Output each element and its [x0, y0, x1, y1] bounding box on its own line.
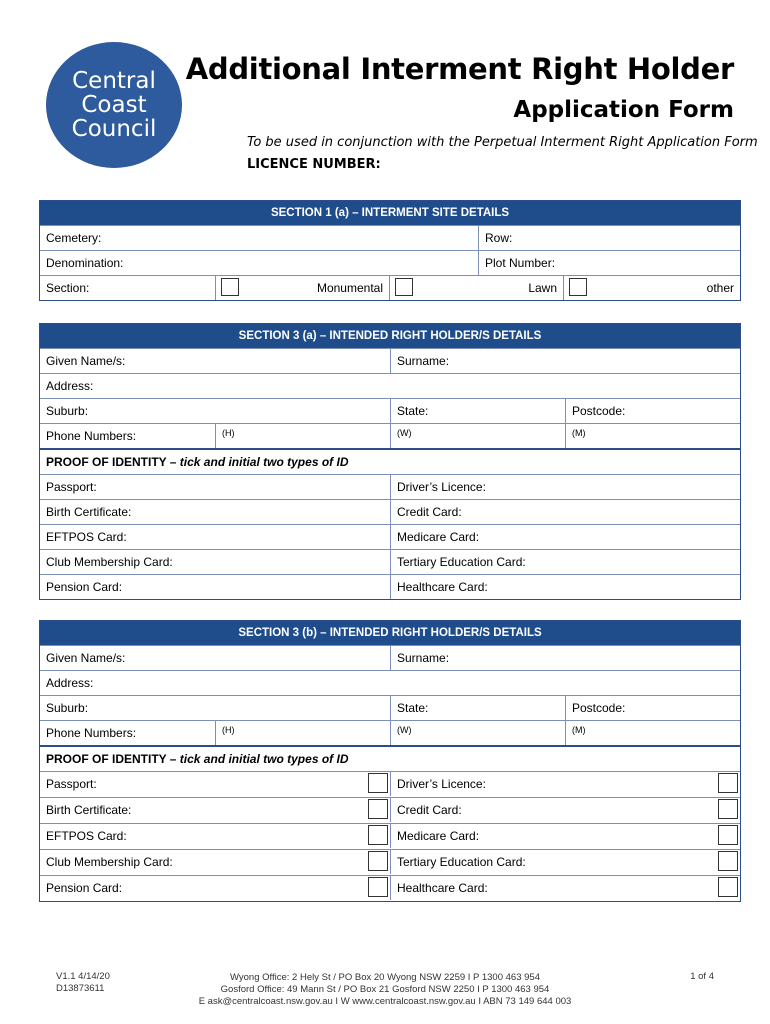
drivers-licence-label: Driver’s Licence:	[397, 777, 486, 791]
version-text: V1.1 4/14/20	[56, 971, 110, 982]
proof-label: PROOF OF IDENTITY –	[46, 455, 180, 469]
document-id: D13873611	[56, 983, 105, 994]
plot-number-field[interactable]: Plot Number:	[478, 251, 740, 275]
passport-label: Passport:	[46, 777, 97, 791]
denomination-field[interactable]: Denomination:	[46, 256, 124, 270]
suburb-row	[40, 398, 740, 423]
section-1a-heading: SECTION 1 (a) – INTERMENT SITE DETAILS	[40, 201, 740, 225]
id-row	[40, 574, 740, 599]
eftpos-card-field[interactable]: EFTPOS Card:	[46, 530, 127, 544]
credit-card-checkbox[interactable]	[718, 799, 738, 819]
club-card-field[interactable]	[40, 850, 390, 874]
gosford-office: Gosford Office: 49 Mann St / PO Box 21 Gosford NSW 2250 I P 1300 463 954	[220, 984, 550, 995]
birth-certificate-field[interactable]	[40, 798, 390, 822]
monumental-checkbox[interactable]	[221, 278, 239, 296]
healthcare-card-checkbox[interactable]	[718, 877, 738, 897]
credit-card-field[interactable]	[390, 798, 740, 822]
tertiary-card-field[interactable]: Tertiary Education Card:	[390, 550, 740, 574]
id-row	[40, 524, 740, 549]
pension-card-field[interactable]	[40, 876, 390, 900]
page-number: 1 of 4	[690, 971, 714, 982]
pension-card-checkbox[interactable]	[368, 877, 388, 897]
club-card-field[interactable]: Club Membership Card:	[46, 555, 173, 569]
id-row	[40, 474, 740, 499]
name-row	[40, 645, 740, 670]
footer-contact	[0, 972, 770, 1008]
phone-home-field[interactable]: (H)	[215, 424, 390, 448]
credit-card-field[interactable]: Credit Card:	[390, 500, 740, 524]
logo-line-1: Central	[72, 68, 156, 94]
lawn-option[interactable]	[389, 276, 563, 300]
medicare-card-field[interactable]: Medicare Card:	[390, 525, 740, 549]
healthcare-card-field[interactable]: Healthcare Card:	[390, 575, 740, 599]
state-field[interactable]: State:	[390, 399, 565, 423]
logo-line-3: Council	[71, 116, 157, 142]
eftpos-card-checkbox[interactable]	[368, 825, 388, 845]
other-option[interactable]	[563, 276, 740, 300]
phone-label: Phone Numbers:	[46, 429, 137, 443]
lawn-checkbox[interactable]	[395, 278, 413, 296]
passport-field[interactable]	[40, 772, 390, 796]
healthcare-card-label: Healthcare Card:	[397, 881, 488, 895]
phone-label: Phone Numbers:	[46, 726, 137, 740]
section-1a	[39, 200, 741, 301]
other-checkbox[interactable]	[569, 278, 587, 296]
club-card-label: Club Membership Card:	[46, 855, 173, 869]
eftpos-card-label: EFTPOS Card:	[46, 829, 127, 843]
passport-checkbox[interactable]	[368, 773, 388, 793]
form-title: Additional Interment Right Holder	[185, 52, 734, 86]
other-label: other	[706, 281, 734, 295]
id-row	[40, 549, 740, 574]
birth-certificate-checkbox[interactable]	[368, 799, 388, 819]
club-card-checkbox[interactable]	[368, 851, 388, 871]
postcode-field[interactable]: Postcode:	[565, 696, 740, 720]
denomination-row	[40, 250, 740, 275]
proof-of-identity-heading	[40, 448, 740, 474]
monumental-label: Monumental	[316, 281, 383, 295]
healthcare-card-field[interactable]	[390, 876, 740, 900]
form-instruction: To be used in conjunction with the Perpetual Interment Right Application Form	[247, 135, 758, 150]
id-row	[40, 797, 740, 823]
id-row	[40, 771, 740, 797]
tertiary-card-checkbox[interactable]	[718, 851, 738, 871]
proof-of-identity-heading	[40, 745, 740, 771]
cemetery-row	[40, 225, 740, 250]
drivers-licence-checkbox[interactable]	[718, 773, 738, 793]
id-row	[40, 499, 740, 524]
row-field[interactable]: Row:	[478, 226, 740, 250]
suburb-row	[40, 695, 740, 720]
address-field[interactable]: Address:	[46, 379, 94, 393]
lawn-label: Lawn	[528, 281, 557, 295]
logo-line-2: Coast	[81, 92, 147, 118]
section-label: Section:	[46, 281, 90, 295]
surname-field[interactable]: Surname:	[390, 646, 740, 670]
eftpos-card-field[interactable]	[40, 824, 390, 848]
medicare-card-label: Medicare Card:	[397, 829, 480, 843]
council-logo	[46, 42, 182, 168]
licence-number-label: LICENCE NUMBER:	[247, 157, 381, 172]
drivers-licence-field[interactable]	[390, 772, 740, 796]
wyong-office: Wyong Office: 2 Hely St / PO Box 20 Wyong NSW 2259 I P 1300 463 954	[230, 972, 540, 983]
section-3b	[39, 620, 741, 902]
birth-certificate-label: Birth Certificate:	[46, 803, 132, 817]
phone-row	[40, 720, 740, 745]
address-row	[40, 670, 740, 695]
credit-card-label: Credit Card:	[397, 803, 462, 817]
form-subtitle-title: Application Form	[513, 97, 734, 123]
proof-label: PROOF OF IDENTITY –	[46, 752, 180, 766]
address-field[interactable]: Address:	[46, 676, 94, 690]
suburb-field[interactable]: Suburb:	[46, 701, 89, 715]
phone-work-field[interactable]: (W)	[390, 424, 565, 448]
phone-work-field[interactable]: (W)	[390, 721, 565, 745]
given-name-field[interactable]: Given Name/s:	[46, 651, 126, 665]
drivers-licence-field[interactable]: Driver’s Licence:	[390, 475, 740, 499]
cemetery-field[interactable]: Cemetery:	[46, 231, 102, 245]
given-name-field[interactable]: Given Name/s:	[46, 354, 126, 368]
suburb-field[interactable]: Suburb:	[46, 404, 89, 418]
proof-instruction: tick and initial two types of ID	[179, 455, 349, 469]
phone-home-field[interactable]: (H)	[215, 721, 390, 745]
section-3a	[39, 323, 741, 600]
passport-field[interactable]: Passport:	[46, 480, 97, 494]
medicare-card-field[interactable]	[390, 824, 740, 848]
section-3a-heading: SECTION 3 (a) – INTENDED RIGHT HOLDER/S DETAILS	[40, 324, 740, 348]
address-row	[40, 373, 740, 398]
name-row	[40, 348, 740, 373]
phone-mobile-field[interactable]: (M)	[565, 721, 740, 745]
tertiary-card-field[interactable]	[390, 850, 740, 874]
tertiary-card-label: Tertiary Education Card:	[397, 855, 526, 869]
surname-field[interactable]: Surname:	[390, 349, 740, 373]
pension-card-field[interactable]: Pension Card:	[46, 580, 123, 594]
postcode-field[interactable]: Postcode:	[565, 399, 740, 423]
phone-row	[40, 423, 740, 448]
proof-instruction: tick and initial two types of ID	[179, 752, 349, 766]
id-row	[40, 823, 740, 849]
state-field[interactable]: State:	[390, 696, 565, 720]
section-type-row	[40, 275, 740, 300]
phone-mobile-field[interactable]: (M)	[565, 424, 740, 448]
contact-details: E ask@centralcoast.nsw.gov.au I W www.centralcoast.nsw.gov.au I ABN 73 149 644 003	[198, 996, 572, 1007]
monumental-option[interactable]	[215, 276, 389, 300]
section-3b-heading: SECTION 3 (b) – INTENDED RIGHT HOLDER/S DETAILS	[40, 621, 740, 645]
birth-certificate-field[interactable]: Birth Certificate:	[46, 505, 132, 519]
id-row	[40, 875, 740, 901]
pension-card-label: Pension Card:	[46, 881, 123, 895]
medicare-card-checkbox[interactable]	[718, 825, 738, 845]
id-row	[40, 849, 740, 875]
